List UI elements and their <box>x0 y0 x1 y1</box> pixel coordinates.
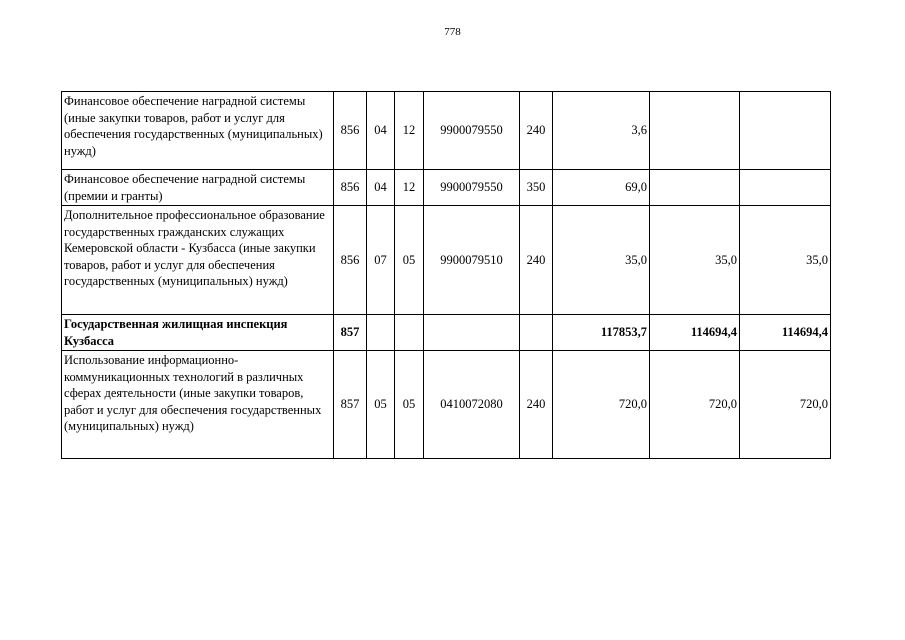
ved-cell: 857 <box>334 315 367 351</box>
amount-year3-cell <box>740 92 831 170</box>
amount-year2-cell: 720,0 <box>650 351 740 459</box>
amount-year1-cell: 3,6 <box>553 92 650 170</box>
amount-year1-cell: 35,0 <box>553 206 650 315</box>
amount-year3-cell: 114694,4 <box>740 315 831 351</box>
section-cell <box>367 315 395 351</box>
target-article-cell: 9900079550 <box>424 170 520 206</box>
table-row <box>62 170 831 206</box>
subsection-cell: 12 <box>395 170 424 206</box>
subsection-cell <box>395 315 424 351</box>
expense-type-cell <box>520 315 553 351</box>
target-article-cell: 0410072080 <box>424 351 520 459</box>
expense-type-cell: 240 <box>520 351 553 459</box>
page-number: 778 <box>444 26 461 38</box>
target-article-cell: 9900079510 <box>424 206 520 315</box>
row-name: Финансовое обеспечение наградной системы (иные закупки товаров, работ и услуг для обеспечения государственных (муниципальных) нужд) <box>62 92 334 170</box>
expense-type-cell: 240 <box>520 92 553 170</box>
ved-cell: 856 <box>334 170 367 206</box>
table-row <box>62 351 831 459</box>
table-row <box>62 206 831 315</box>
amount-year2-cell: 114694,4 <box>650 315 740 351</box>
expense-type-cell: 350 <box>520 170 553 206</box>
row-name: Дополнительное профессиональное образование государственных гражданских служащих Кемеровской области - Кузбасса (иные закупки товаров, работ и услуг для обеспечения государственных (муниципальных) нужд) <box>62 206 334 315</box>
section-cell: 04 <box>367 92 395 170</box>
row-name: Финансовое обеспечение наградной системы (премии и гранты) <box>62 170 334 206</box>
expense-type-cell: 240 <box>520 206 553 315</box>
target-article-cell: 9900079550 <box>424 92 520 170</box>
amount-year2-cell <box>650 170 740 206</box>
amount-year2-cell <box>650 92 740 170</box>
ved-cell: 857 <box>334 351 367 459</box>
subsection-cell: 05 <box>395 206 424 315</box>
table-row <box>62 92 831 170</box>
amount-year3-cell <box>740 170 831 206</box>
row-name: Государственная жилищная инспекция Кузбасса <box>62 315 334 351</box>
row-name: Использование информационно-коммуникационных технологий в различных сферах деятельности (иные закупки товаров, работ и услуг для обеспечения государственных (муниципальных) нужд) <box>62 351 334 459</box>
amount-year2-cell: 35,0 <box>650 206 740 315</box>
subsection-cell: 05 <box>395 351 424 459</box>
subsection-cell: 12 <box>395 92 424 170</box>
amount-year1-cell: 69,0 <box>553 170 650 206</box>
section-cell: 07 <box>367 206 395 315</box>
amount-year3-cell: 35,0 <box>740 206 831 315</box>
target-article-cell <box>424 315 520 351</box>
amount-year1-cell: 720,0 <box>553 351 650 459</box>
section-cell: 05 <box>367 351 395 459</box>
ved-cell: 856 <box>334 206 367 315</box>
ved-cell: 856 <box>334 92 367 170</box>
amount-year1-cell: 117853,7 <box>553 315 650 351</box>
amount-year3-cell: 720,0 <box>740 351 831 459</box>
table-row-total <box>62 315 831 351</box>
budget-table <box>61 91 831 459</box>
section-cell: 04 <box>367 170 395 206</box>
